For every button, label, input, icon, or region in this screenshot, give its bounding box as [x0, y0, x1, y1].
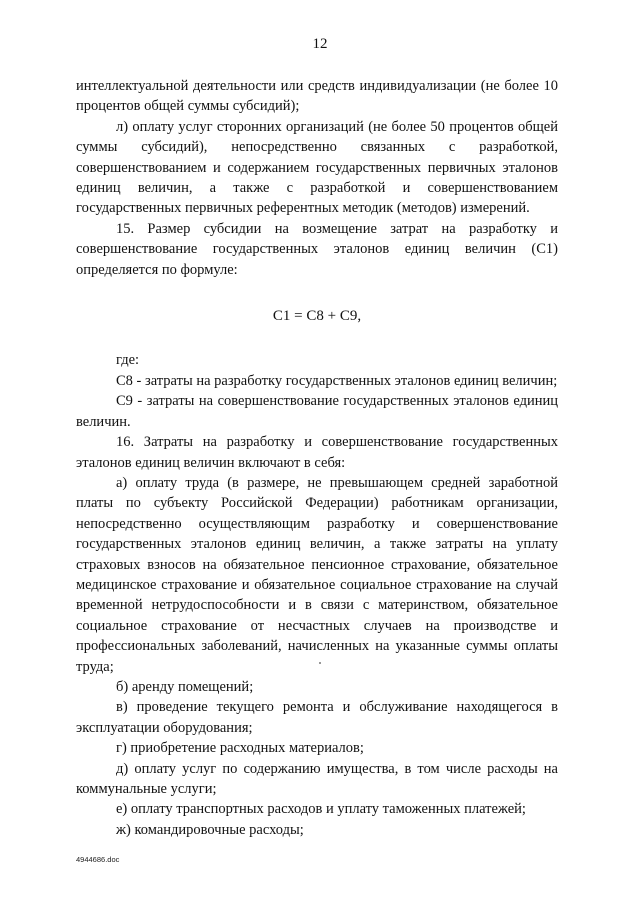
paragraph-section-16: 16. Затраты на разработку и совершенствование государственных эталонов единиц величин включают в себя: — [76, 434, 558, 471]
paragraph-continuation: интеллектуальной деятельности или средств индивидуализации (не более 10 процентов общей суммы субсидий); — [76, 78, 558, 115]
list-item-d: д) оплату услуг по содержанию имущества, в том числе расходы на коммунальные услуги; — [76, 760, 558, 797]
paragraph-item-l: л) оплату услуг сторонних организаций (не более 50 процентов общей суммы субсидий), непосредственно связанных с разработкой, совершенствованием и содержанием государственных первичных эталонов единиц величин, а также с разработкой и совершенствованием государственных первичных референтных методик (методов) измерений. — [76, 118, 558, 217]
definition-c9: С9 - затраты на совершенствование государственных эталонов единиц величин. — [76, 393, 558, 430]
scan-artifact-dot — [319, 662, 321, 664]
list-item-a: а) оплату труда (в размере, не превышающем средней заработной платы по субъекту Российской Федерации) работникам организации, непосредственно осуществляющим разработку и совершенствование государственных эталонов единиц величин, а также затраты на уплату страховых взносов на обязательное пенсионное страхование, обязательное медицинское страхование и обязательное социальное страхование на случай временной нетрудоспособности и в связи с материнством, обязательное социальное страхование от несчастных случаев на производстве и профессиональных заболеваний, начисленных на указанные суммы оплаты труда; — [76, 474, 558, 675]
page-number: 12 — [312, 36, 328, 52]
list-item-b: б) аренду помещений; — [116, 678, 254, 695]
list-item-zh: ж) командировочные расходы; — [116, 821, 304, 838]
list-item-v: в) проведение текущего ремонта и обслуживание находящегося в эксплуатации оборудования; — [76, 699, 558, 736]
definitions-intro: где: — [116, 352, 140, 369]
document-body — [76, 76, 558, 840]
list-item-g: г) приобретение расходных материалов; — [116, 740, 364, 757]
definition-c8: С8 - затраты на разработку государственных эталонов единиц величин; — [116, 372, 558, 389]
document-filename: 4944686.doc — [76, 855, 120, 864]
list-item-e: е) оплату транспортных расходов и уплату таможенных платежей; — [116, 801, 526, 818]
paragraph-section-15: 15. Размер субсидии на возмещение затрат на разработку и совершенствование государственных эталонов единиц величин (С1) определяется по формуле: — [76, 220, 558, 278]
formula: С1 = С8 + С9, — [272, 308, 362, 325]
